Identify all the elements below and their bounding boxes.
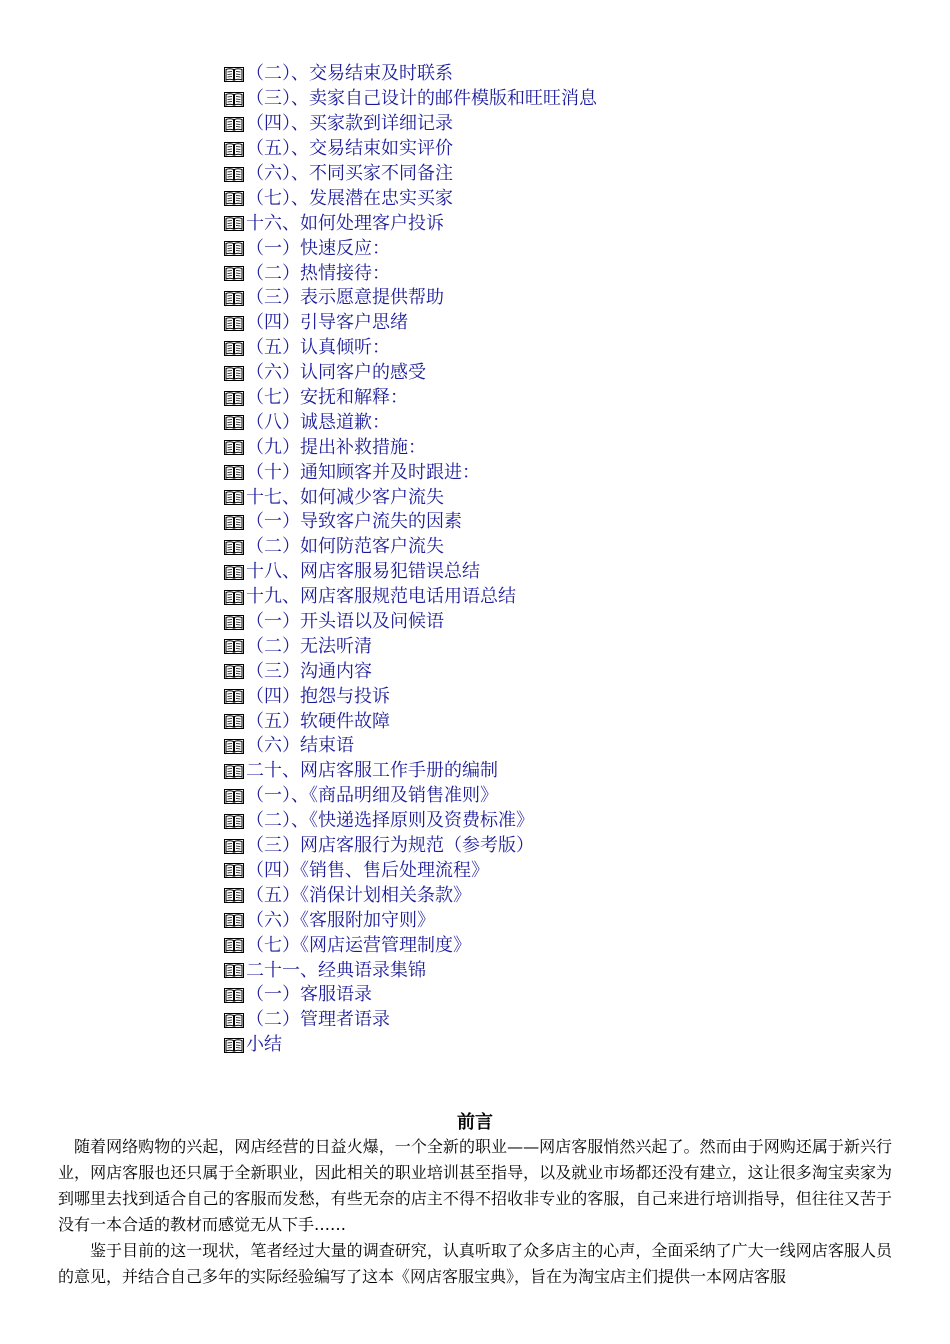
toc-item[interactable] — [224, 610, 824, 635]
toc-item[interactable] — [224, 933, 824, 958]
toc-item-label: （五）软硬件故障 — [246, 710, 390, 732]
preface-title: 前言 — [457, 1112, 493, 1133]
book-icon — [224, 540, 244, 555]
toc-item-label: 十七、如何减少客户流失 — [246, 486, 444, 508]
toc-item[interactable] — [224, 410, 824, 435]
toc-item[interactable] — [224, 485, 824, 510]
toc-item-label: 十九、网店客服规范电话用语总结 — [246, 586, 516, 608]
toc-item[interactable] — [224, 386, 824, 411]
toc-item[interactable] — [224, 62, 824, 87]
book-icon — [224, 415, 244, 430]
toc-item-label: （四）《销售、售后处理流程》 — [246, 859, 489, 881]
toc-item-label: （十）通知顾客并及时跟进： — [246, 461, 480, 483]
toc-item-label: （七）安抚和解释： — [246, 387, 408, 409]
book-icon — [224, 714, 244, 729]
book-icon — [224, 440, 244, 455]
book-icon — [224, 465, 244, 480]
toc-item[interactable] — [224, 908, 824, 933]
toc-item[interactable] — [224, 286, 824, 311]
book-icon — [224, 241, 244, 256]
toc-item[interactable] — [224, 958, 824, 983]
book-icon — [224, 142, 244, 157]
book-icon — [224, 391, 244, 406]
book-icon — [224, 92, 244, 107]
book-icon — [224, 67, 244, 82]
book-icon — [224, 291, 244, 306]
book-icon — [224, 863, 244, 878]
toc-item-label: （七）、发展潜在忠实买家 — [246, 187, 453, 209]
toc-item-label: （九）提出补救措施： — [246, 436, 426, 458]
toc-item-label: （七）《网店运营管理制度》 — [246, 934, 471, 956]
toc-item[interactable] — [224, 759, 824, 784]
book-icon — [224, 191, 244, 206]
toc-item-label: （六）《客服附加守则》 — [246, 909, 435, 931]
toc-item[interactable] — [224, 809, 824, 834]
book-icon — [224, 913, 244, 928]
toc-item[interactable] — [224, 1008, 824, 1033]
toc-item[interactable] — [224, 311, 824, 336]
toc-item[interactable] — [224, 162, 824, 187]
toc-item-label: （五）、交易结束如实评价 — [246, 138, 453, 160]
toc-item-label: （四）引导客户思绪 — [246, 312, 408, 334]
toc-item-label: （一）开头语以及问候语 — [246, 611, 444, 633]
toc-item[interactable] — [224, 435, 824, 460]
toc-item-label: （二）如何防范客户流失 — [246, 536, 444, 558]
toc-item[interactable] — [224, 211, 824, 236]
toc-item-label: （二）无法听清 — [246, 635, 372, 657]
book-icon — [224, 664, 244, 679]
book-icon — [224, 565, 244, 580]
toc-item[interactable] — [224, 834, 824, 859]
toc-item[interactable] — [224, 535, 824, 560]
toc-item-label: （五）认真倾听： — [246, 337, 390, 359]
toc-item[interactable] — [224, 585, 824, 610]
toc-item[interactable] — [224, 709, 824, 734]
toc-item-label: （二）、交易结束及时联系 — [246, 63, 453, 85]
toc-item-label: （二）、《快递选择原则及资费标准》 — [246, 810, 534, 832]
toc-item-label: 十六、如何处理客户投诉 — [246, 212, 444, 234]
toc-item[interactable] — [224, 659, 824, 684]
toc-item[interactable] — [224, 236, 824, 261]
book-icon — [224, 764, 244, 779]
book-icon — [224, 167, 244, 182]
toc-item[interactable] — [224, 112, 824, 137]
book-icon — [224, 490, 244, 505]
toc-item-label: 二十一、经典语录集锦 — [246, 959, 426, 981]
toc-item[interactable] — [224, 859, 824, 884]
book-icon — [224, 1038, 244, 1053]
toc-item-label: （三）网店客服行为规范（参考版） — [246, 835, 534, 857]
toc-item[interactable] — [224, 634, 824, 659]
toc-item[interactable] — [224, 186, 824, 211]
toc-item[interactable] — [224, 361, 824, 386]
book-icon — [224, 888, 244, 903]
book-icon — [224, 590, 244, 605]
toc-item-label: （三）沟通内容 — [246, 660, 372, 682]
toc-item-label: 十八、网店客服易犯错误总结 — [246, 561, 480, 583]
preface-body — [58, 1134, 892, 1290]
book-icon — [224, 1013, 244, 1028]
toc-item-label: （一）、《商品明细及销售准则》 — [246, 785, 498, 807]
toc-item-label: （八）诚恳道歉： — [246, 411, 390, 433]
toc-item-label: （四）、买家款到详细记录 — [246, 113, 453, 135]
table-of-contents — [224, 62, 824, 1058]
book-icon — [224, 117, 244, 132]
book-icon — [224, 316, 244, 331]
toc-item[interactable] — [224, 336, 824, 361]
toc-item[interactable] — [224, 784, 824, 809]
toc-item[interactable] — [224, 137, 824, 162]
toc-item[interactable] — [224, 460, 824, 485]
toc-item[interactable] — [224, 734, 824, 759]
toc-item-label: （六）认同客户的感受 — [246, 362, 426, 384]
book-icon — [224, 216, 244, 231]
book-icon — [224, 639, 244, 654]
toc-item-label: （三）表示愿意提供帮助 — [246, 287, 444, 309]
book-icon — [224, 341, 244, 356]
book-icon — [224, 615, 244, 630]
toc-item[interactable] — [224, 261, 824, 286]
toc-item[interactable] — [224, 1033, 824, 1058]
toc-item[interactable] — [224, 560, 824, 585]
toc-item-label: （五）《消保计划相关条款》 — [246, 884, 471, 906]
preface-paragraph: 鉴于目前的这一现状，笔者经过大量的调查研究，认真听取了众多店主的心声，全面采纳了广大一线网店客服人员的意见，并结合自己多年的实际经验编写了这本《网店客服宝典》，旨在为淘宝店主们提供一本网店客服 — [58, 1241, 892, 1286]
toc-item[interactable] — [224, 983, 824, 1008]
book-icon — [224, 938, 244, 953]
book-icon — [224, 988, 244, 1003]
book-icon — [224, 839, 244, 854]
toc-item-label: （六）结束语 — [246, 735, 354, 757]
book-icon — [224, 689, 244, 704]
toc-item[interactable] — [224, 883, 824, 908]
toc-item-label: （六）、不同买家不同备注 — [246, 163, 453, 184]
toc-item-label: （一）导致客户流失的因素 — [246, 511, 462, 533]
book-icon — [224, 366, 244, 381]
preface-paragraph: 随着网络购物的兴起，网店经营的日益火爆，一个全新的职业——网店客服悄然兴起了。然而由于网购还属于新兴行业，网店客服也还只属于全新职业，因此相关的职业培训甚至指导，以及就业市场都还没有建立，这让很多淘宝卖家为到哪里去找到适合自己的客服而发愁，有些无奈的店主不得不招收非专业的客服，自己来进行培训指导，但往往又苦于没有一本合适的教材而感觉无从下手…… — [58, 1137, 892, 1234]
book-icon — [224, 814, 244, 829]
toc-item[interactable] — [224, 510, 824, 535]
book-icon — [224, 739, 244, 754]
toc-item-label: 二十、网店客服工作手册的编制 — [246, 760, 498, 782]
book-icon — [224, 515, 244, 530]
toc-item-label: （一）客服语录 — [246, 984, 372, 1006]
toc-item-label: 小结 — [246, 1034, 282, 1056]
toc-item-label: （三）、卖家自己设计的邮件模版和旺旺消息 — [246, 88, 597, 110]
book-icon — [224, 266, 244, 281]
book-icon — [224, 963, 244, 978]
toc-item[interactable] — [224, 87, 824, 112]
book-icon — [224, 789, 244, 804]
toc-item[interactable] — [224, 684, 824, 709]
toc-item-label: （二）热情接待： — [246, 262, 390, 284]
toc-item-label: （四）抱怨与投诉 — [246, 685, 390, 707]
toc-item-label: （二）管理者语录 — [246, 1009, 390, 1031]
toc-item-label: （一）快速反应： — [246, 237, 390, 259]
